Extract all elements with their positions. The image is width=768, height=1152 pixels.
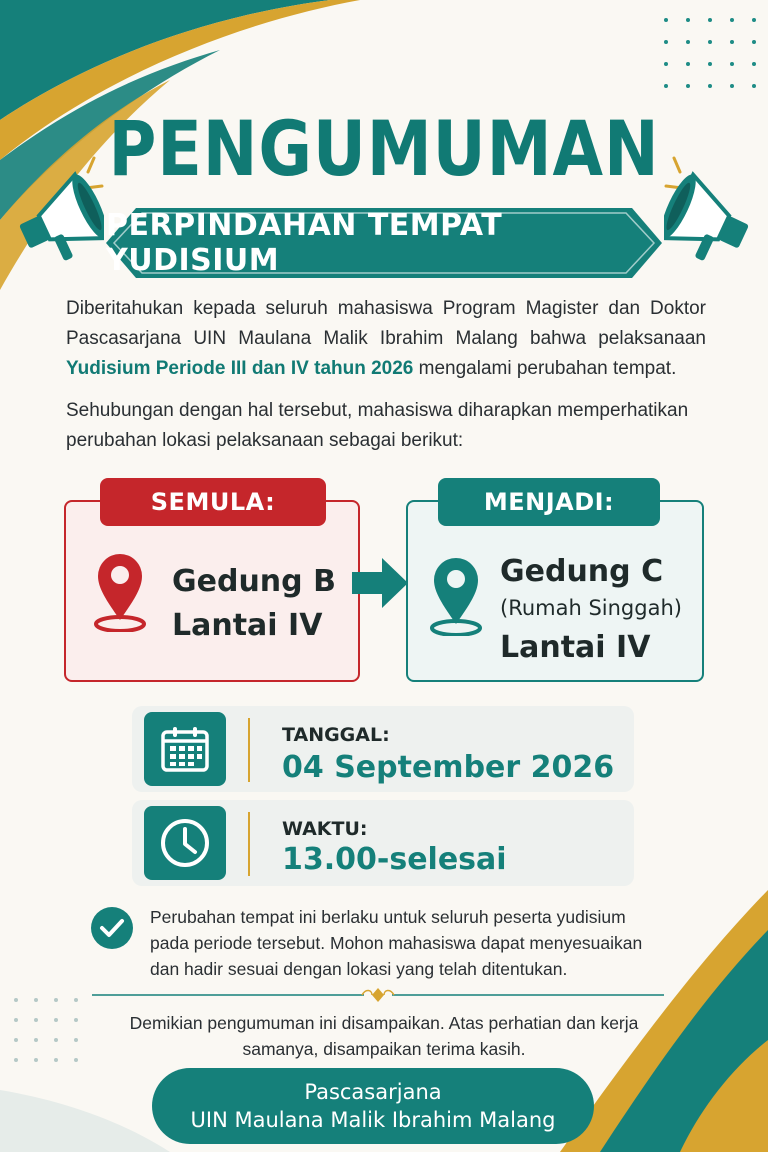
intro-paragraph [66, 294, 706, 384]
new-location-subtitle: (Rumah Singgah) [500, 596, 682, 620]
date-label: TANGGAL: [282, 724, 390, 746]
second-paragraph: Sehubungan dengan hal tersebut, mahasiswa diharapkan memperhatikan perubahan lokasi pelaksanaan sebagai berikut: [66, 400, 689, 451]
note-text: Perubahan tempat ini berlaku untuk seluruh peserta yudisium pada periode tersebut. Mohon mahasiswa dapat menyesuaikan dan hadir sesuai dengan lokasi yang telah ditentukan. [150, 907, 643, 979]
divider [248, 718, 250, 782]
megaphone-icon [8, 150, 104, 270]
footer-line-1: Pascasarjana [304, 1080, 442, 1104]
arrow-right-icon [348, 554, 410, 612]
previous-location-floor: Lantai IV [172, 608, 323, 643]
dot-grid-bottom-left [14, 998, 78, 1062]
clock-icon [159, 817, 211, 869]
previous-location-label: SEMULA: [100, 478, 326, 526]
page-title: PENGUMUMAN [108, 104, 660, 193]
new-location-label: MENJADI: [438, 478, 660, 526]
ornamental-divider [92, 984, 664, 1006]
footer-organization [152, 1068, 594, 1144]
intro-highlight: Yudisium Periode III dan IV tahun 2026 [66, 358, 414, 379]
divider [248, 812, 250, 876]
megaphone-icon [664, 150, 760, 270]
calendar-icon [160, 725, 210, 773]
intro-text: Diberitahukan kepada seluruh mahasiswa Program Magister dan Doktor Pascasarjana UIN Maulana Malik Ibrahim Malang bahwa pelaksanaan [66, 298, 706, 349]
check-circle-icon [90, 906, 134, 950]
calendar-icon-box [144, 712, 226, 786]
new-location-floor: Lantai IV [500, 630, 651, 665]
footer-line-2: UIN Maulana Malik Ibrahim Malang [190, 1108, 556, 1132]
new-location-building: Gedung C [500, 554, 664, 589]
location-pin-icon [428, 552, 484, 636]
date-value: 04 September 2026 [282, 750, 615, 785]
dot-grid-top-right [664, 18, 756, 88]
time-value: 13.00-selesai [282, 842, 507, 877]
location-pin-icon [92, 548, 148, 632]
clock-icon-box [144, 806, 226, 880]
page-subtitle: PERPINDAHAN TEMPAT YUDISIUM [106, 208, 503, 278]
previous-location-building: Gedung B [172, 564, 336, 599]
intro-text-end: mengalami perubahan tempat. [413, 358, 677, 379]
time-label: WAKTU: [282, 818, 368, 840]
closing-text: Demikian pengumuman ini disampaikan. Atas perhatian dan kerja samanya, disampaikan terima kasih. [129, 1013, 639, 1059]
